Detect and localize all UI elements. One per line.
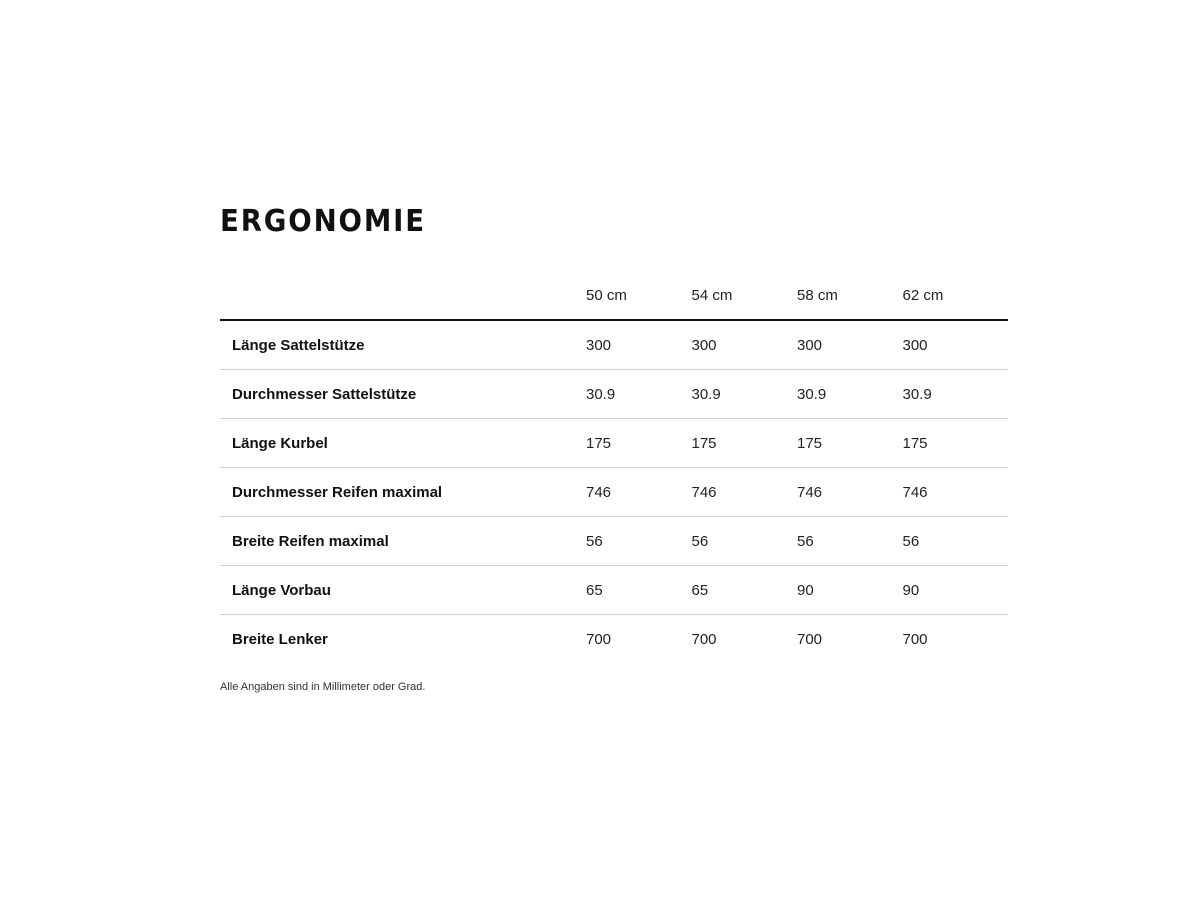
row-value: 90 (797, 566, 903, 615)
row-label: Breite Reifen maximal (220, 517, 586, 566)
row-label: Länge Sattelstütze (220, 320, 586, 370)
column-header-size: 54 cm (692, 272, 798, 320)
table-row (220, 566, 1008, 615)
row-value: 30.9 (903, 370, 1009, 419)
row-label: Breite Lenker (232, 630, 328, 648)
table-row (220, 370, 1008, 419)
row-value: 746 (692, 468, 798, 517)
header-label-cell (220, 272, 586, 320)
row-value: 56 (692, 517, 798, 566)
row-value: 300 (903, 320, 1009, 370)
row-value: 700 (586, 630, 612, 648)
column-header-size: 58 cm (797, 272, 903, 320)
row-value: 90 (903, 566, 1009, 615)
row-label: Länge Kurbel (220, 419, 586, 468)
row-value: 65 (692, 566, 798, 615)
row-value: 300 (586, 320, 692, 370)
row-label: Länge Vorbau (220, 566, 586, 615)
column-header-size: 50 cm (586, 272, 692, 320)
row-label: Durchmesser Reifen maximal (220, 468, 586, 517)
row-value: 30.9 (692, 370, 798, 419)
footnote: Alle Angaben sind in Millimeter oder Grad. (220, 681, 426, 693)
row-value: 746 (797, 468, 903, 517)
table-header-row (220, 272, 1008, 320)
row-value: 65 (586, 566, 692, 615)
row-value: 175 (586, 419, 692, 468)
row-value: 700 (902, 630, 928, 648)
row-label: Durchmesser Sattelstütze (220, 370, 586, 419)
row-value: 300 (797, 320, 903, 370)
row-value: 56 (797, 517, 903, 566)
row-value: 700 (797, 630, 823, 648)
row-value: 175 (903, 419, 1009, 468)
row-value: 30.9 (797, 370, 903, 419)
row-value: 30.9 (586, 370, 692, 419)
table-row (220, 468, 1008, 517)
table-row (220, 517, 1008, 566)
ergonomics-table (220, 272, 1008, 663)
column-header-size: 62 cm (903, 272, 1009, 320)
row-value: 175 (797, 419, 903, 468)
section-title: ERGONOMIE (220, 204, 426, 239)
row-value: 746 (903, 468, 1009, 517)
row-value: 746 (586, 468, 692, 517)
row-value: 700 (691, 630, 717, 648)
row-value: 56 (903, 517, 1009, 566)
ergonomics-section (220, 200, 996, 693)
table-row (220, 419, 1008, 468)
table-row (220, 615, 1008, 664)
row-value: 175 (692, 419, 798, 468)
row-value: 56 (586, 517, 692, 566)
table-row (220, 320, 1008, 370)
row-value: 300 (692, 320, 798, 370)
